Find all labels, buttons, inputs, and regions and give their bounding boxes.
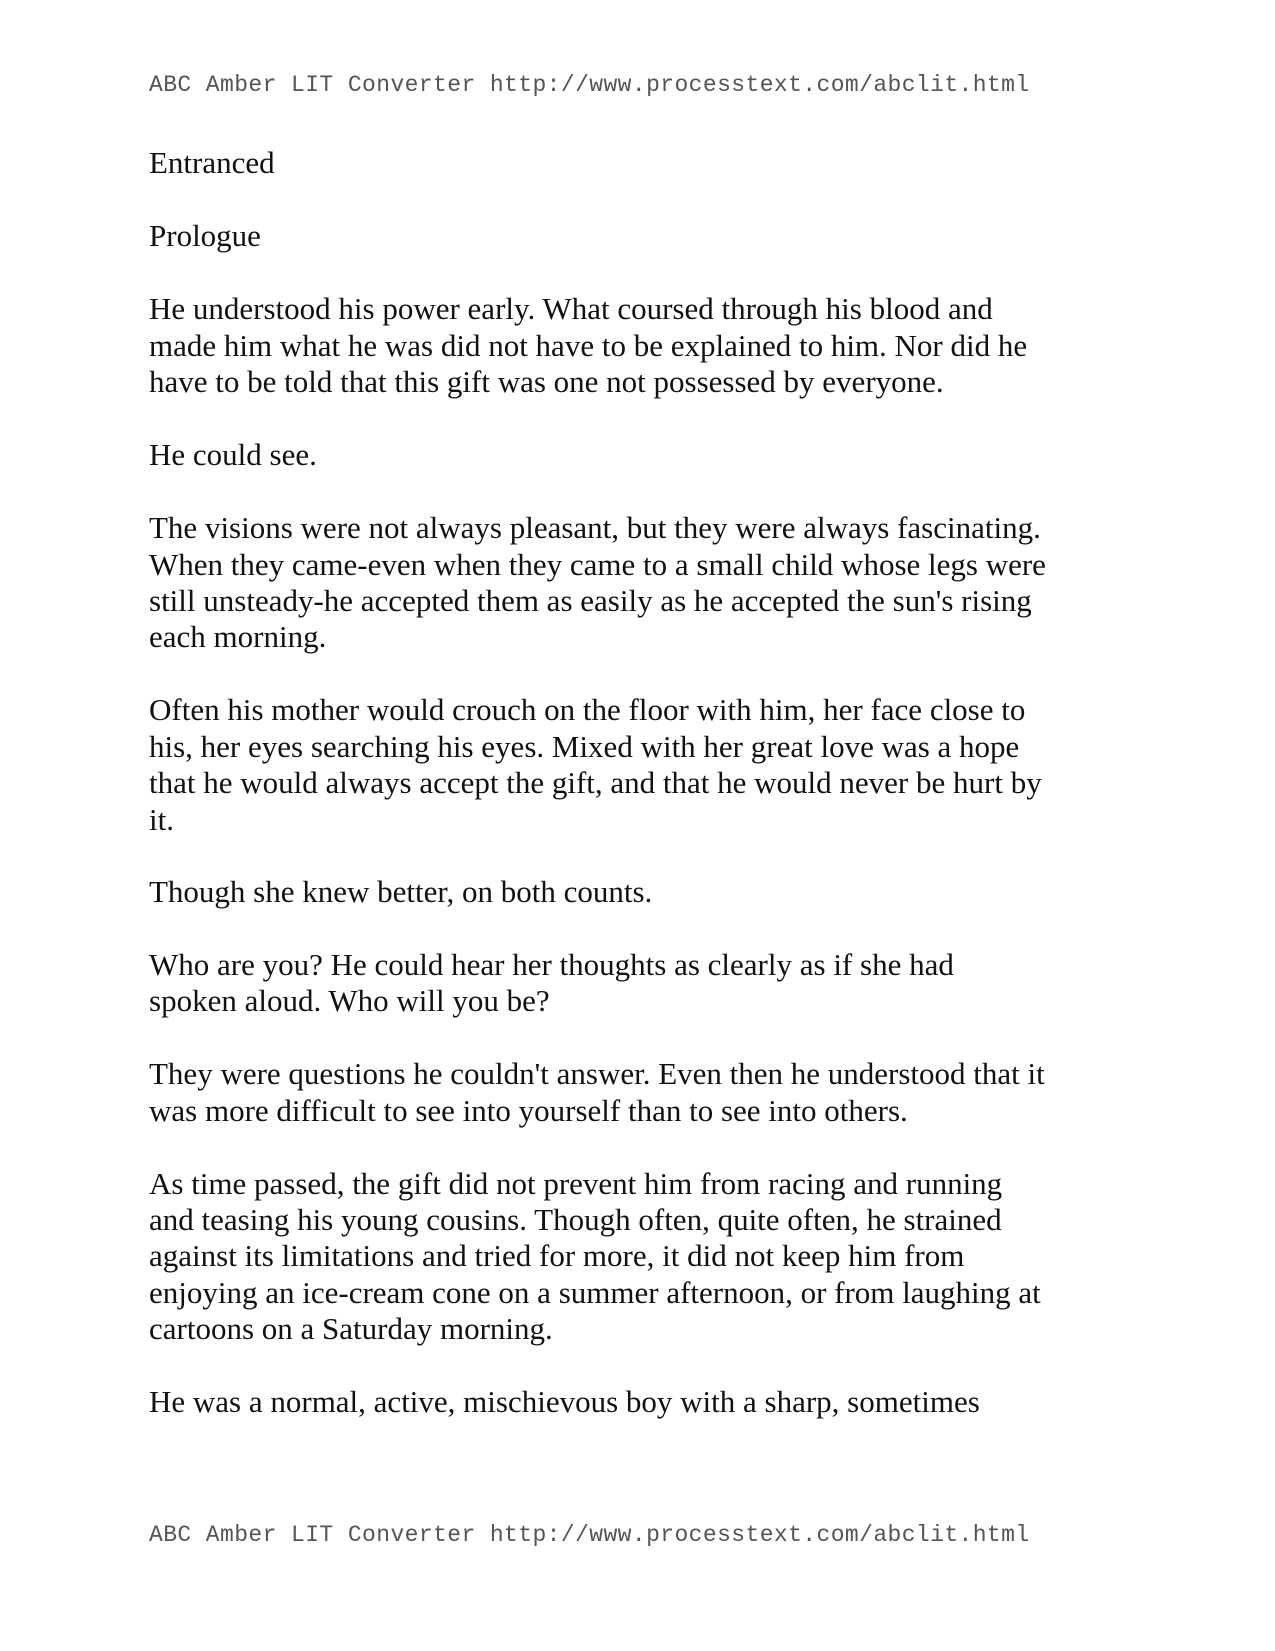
paragraph-line: He understood his power early. What coursed through his blood and — [149, 291, 993, 326]
paragraph-line: Who are you? He could hear her thoughts as clearly as if she had — [149, 947, 954, 982]
paragraph-line: against its limitations and tried for more, it did not keep him from — [149, 1238, 965, 1273]
paragraph-line: that he would always accept the gift, and that he would never be hurt by — [149, 765, 1042, 800]
paragraph-line: The visions were not always pleasant, but they were always fascinating. — [149, 510, 1041, 545]
paragraph-line: each morning. — [149, 619, 327, 654]
prologue-heading: Prologue — [149, 218, 261, 253]
paragraph-line: He could see. — [149, 437, 317, 472]
paragraph-line: enjoying an ice-cream cone on a summer afternoon, or from laughing at — [149, 1275, 1041, 1310]
paragraph-line: it. — [149, 802, 174, 837]
paragraph-line: still unsteady-he accepted them as easily as he accepted the sun's rising — [149, 583, 1032, 618]
paragraph-line: As time passed, the gift did not prevent him from racing and running — [149, 1166, 1003, 1201]
paragraph-line: Though she knew better, on both counts. — [149, 874, 653, 909]
paragraph-line: was more difficult to see into yourself than to see into others. — [149, 1093, 908, 1128]
page-footer: ABC Amber LIT Converter http://www.processtext.com/abclit.html — [149, 1522, 1030, 1548]
paragraph-line: cartoons on a Saturday morning. — [149, 1311, 553, 1346]
paragraph-line: When they came-even when they came to a small child whose legs were — [149, 547, 1046, 582]
paragraph-line: spoken aloud. Who will you be? — [149, 983, 550, 1018]
document-title: Entranced — [149, 145, 275, 180]
paragraph-line: made him what he was did not have to be explained to him. Nor did he — [149, 328, 1028, 363]
paragraph-line: They were questions he couldn't answer. Even then he understood that it — [149, 1056, 1045, 1091]
page-header: ABC Amber LIT Converter http://www.processtext.com/abclit.html — [149, 72, 1030, 98]
paragraph-line: have to be told that this gift was one not possessed by everyone. — [149, 364, 944, 399]
paragraph-line: his, her eyes searching his eyes. Mixed with her great love was a hope — [149, 729, 1020, 764]
paragraph-line: and teasing his young cousins. Though often, quite often, he strained — [149, 1202, 1002, 1237]
paragraph-line: Often his mother would crouch on the floor with him, her face close to — [149, 692, 1026, 727]
paragraph-line: He was a normal, active, mischievous boy with a sharp, sometimes — [149, 1384, 980, 1419]
